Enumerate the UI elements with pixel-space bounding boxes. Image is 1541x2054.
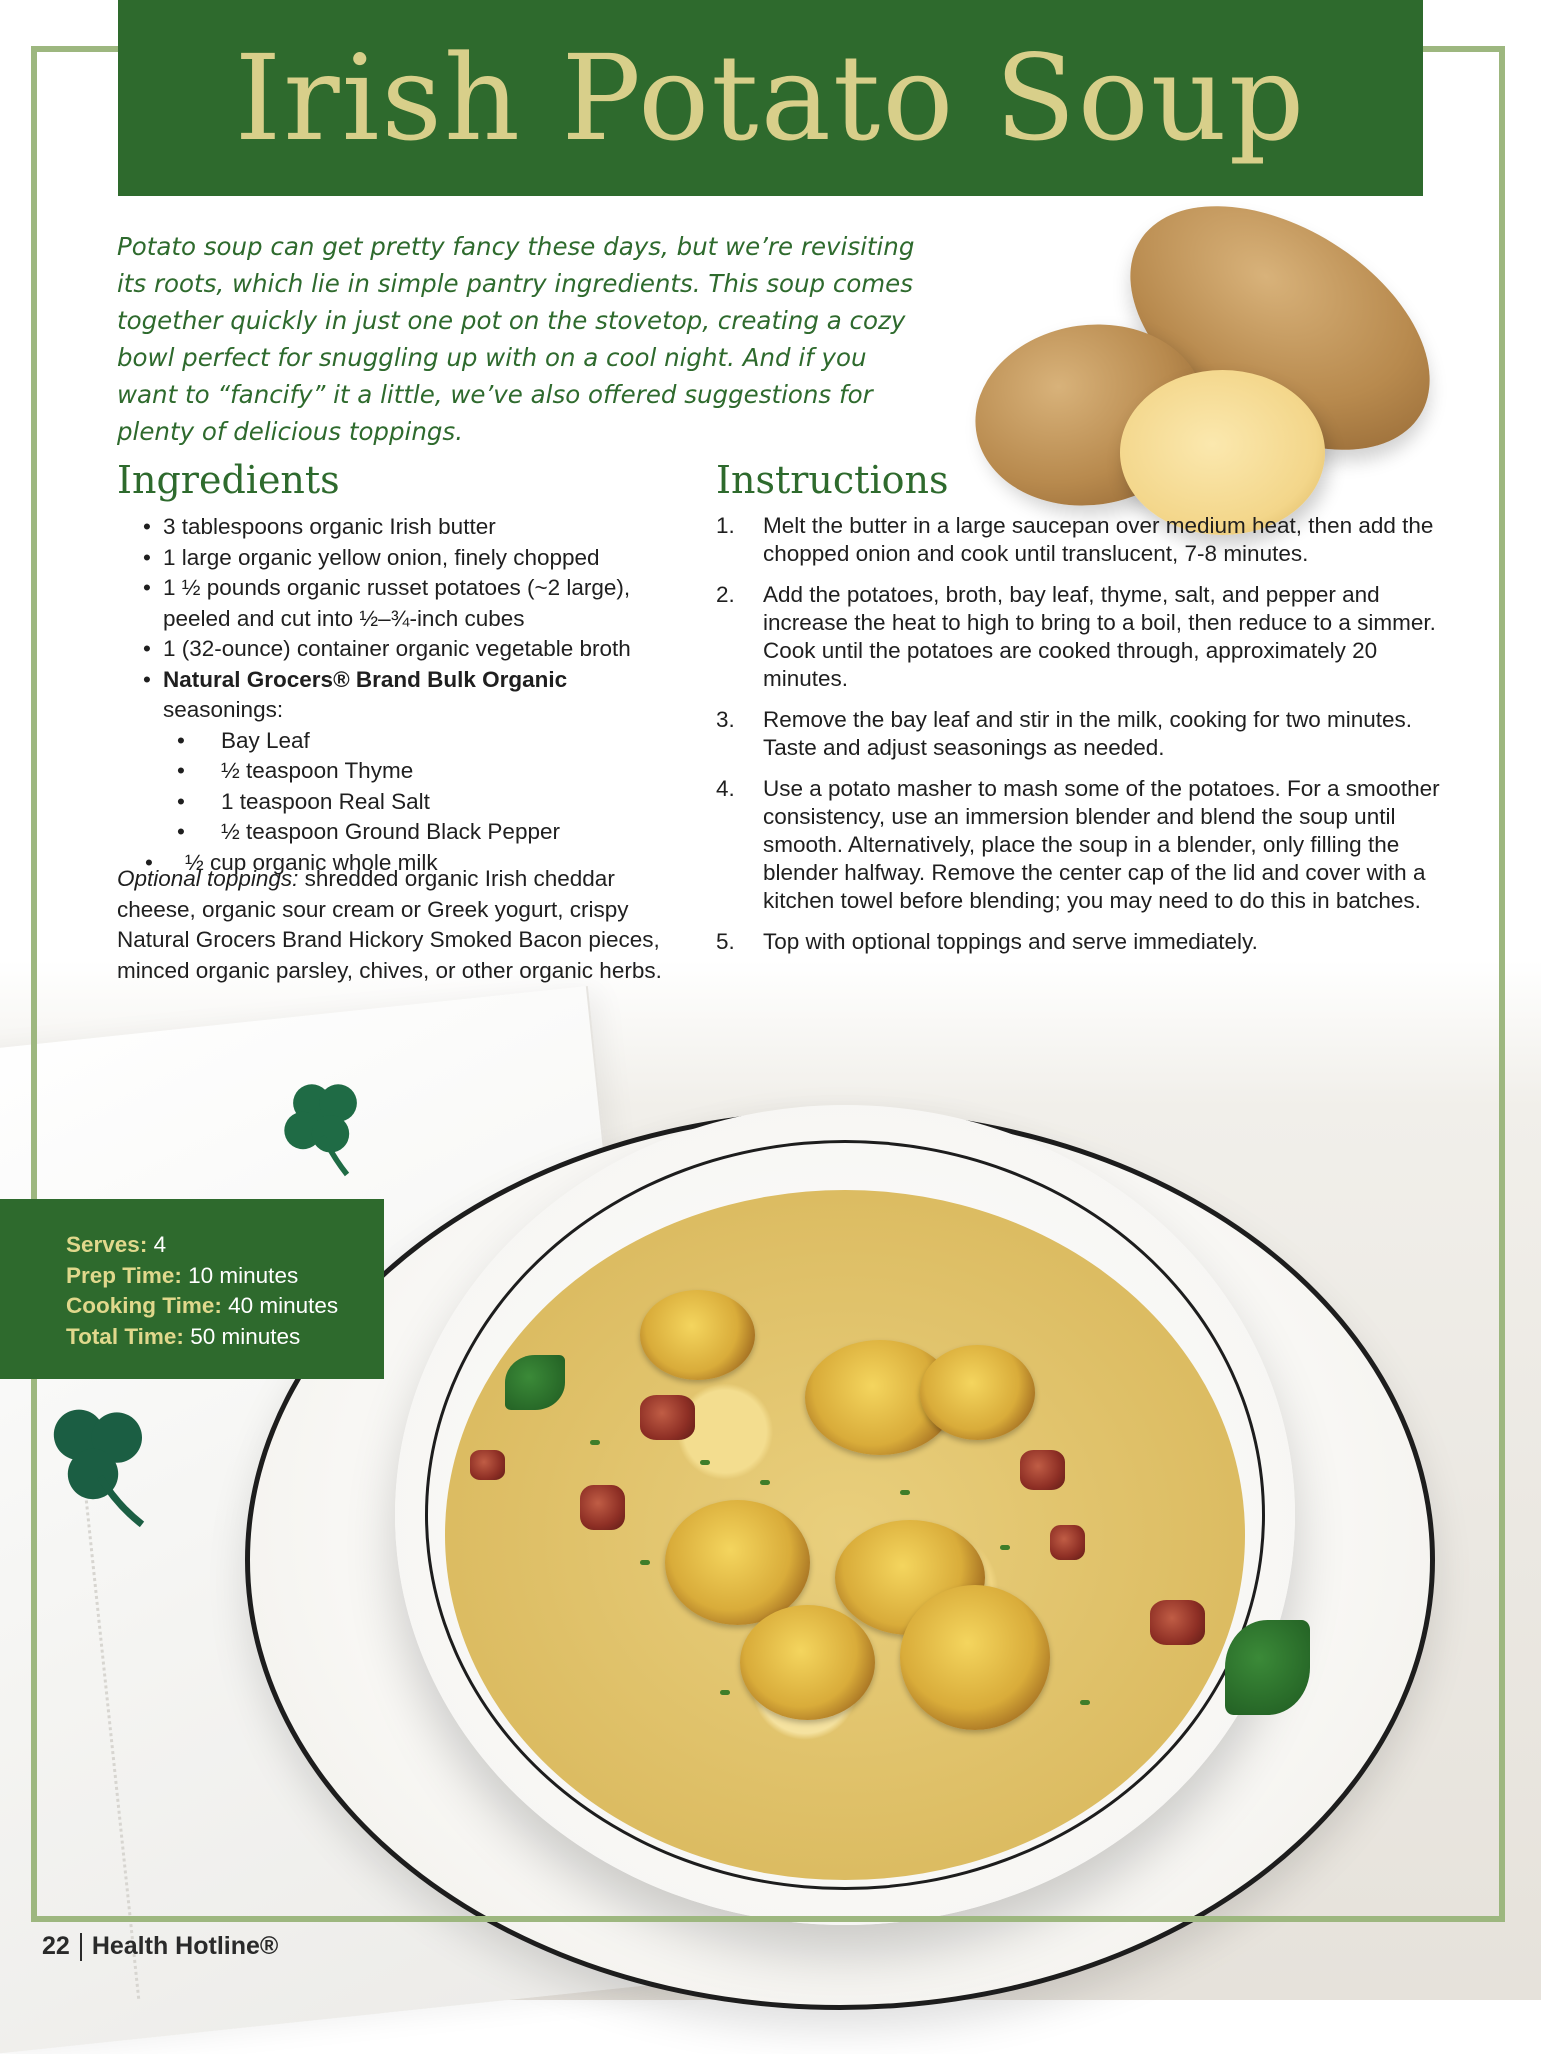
chive-garnish	[1000, 1545, 1010, 1550]
step-number: 5.	[716, 929, 735, 954]
stat-prep-time	[66, 1261, 384, 1292]
seasoning-brand: Natural Grocers® Brand Bulk Organic	[163, 666, 568, 692]
seasoning-item: • ½ teaspoon Thyme	[117, 756, 677, 787]
page-title: Irish Potato Soup	[234, 29, 1307, 167]
chive-garnish	[700, 1460, 710, 1465]
toppings-text: shredded organic Irish cheddar cheese, organic sour cream or Greek yogurt, crispy Natural Grocers Brand Hickory Smoked Bacon pieces, minced organic parsley, chives, or other organic herbs.	[117, 866, 662, 983]
shamrock-icon	[30, 1390, 170, 1530]
recipe-stats-box	[0, 1199, 384, 1379]
chive-garnish	[720, 1690, 730, 1695]
halved-potato	[1120, 370, 1325, 535]
potato-chip-topping	[740, 1605, 875, 1720]
chive-garnish	[900, 1490, 910, 1495]
ingredient-item: • 1 large organic yellow onion, finely chopped	[117, 543, 677, 574]
step-number: 2.	[716, 582, 735, 607]
step-number: 3.	[716, 707, 735, 732]
ingredient-item: • ½ cup organic whole milk	[117, 848, 677, 879]
step-number: 1.	[716, 513, 735, 538]
ingredient-item: • 1 ½ pounds organic russet potatoes (~2 large), peeled and cut into ½–¾-inch cubes	[117, 573, 677, 634]
step-text: Add the potatoes, broth, bay leaf, thyme, salt, and pepper and increase the heat to high to bring to a boil, then reduce to a simmer. Cook until the potatoes are cooked through, approximately 20 minutes.	[763, 582, 1436, 691]
instruction-step	[716, 706, 1456, 762]
bacon-piece	[640, 1395, 695, 1440]
stat-total-time	[66, 1322, 384, 1353]
stat-value: 40 minutes	[228, 1293, 339, 1318]
stat-cooking-time	[66, 1291, 384, 1322]
bacon-piece	[580, 1485, 625, 1530]
seasoning-item: • Bay Leaf	[117, 726, 677, 757]
seasoning-suffix: seasonings:	[163, 697, 284, 722]
stat-serves	[66, 1230, 384, 1261]
ingredient-item: • 3 tablespoons organic Irish butter	[117, 512, 677, 543]
parsley-leaf	[505, 1355, 565, 1410]
potato-chip-topping	[640, 1290, 755, 1380]
ingredient-item: • 1 (32-ounce) container organic vegetable broth	[117, 634, 677, 665]
instructions-heading: Instructions	[716, 458, 949, 502]
seasoning-item: • 1 teaspoon Real Salt	[117, 787, 677, 818]
step-number: 4.	[716, 776, 735, 801]
title-banner	[118, 0, 1423, 196]
stat-value: 10 minutes	[188, 1262, 299, 1288]
ingredients-list	[117, 512, 677, 878]
seasoning-item: • ½ teaspoon Ground Black Pepper	[117, 817, 677, 848]
stat-label: Serves:	[66, 1232, 148, 1257]
potato-chip-topping	[920, 1345, 1035, 1440]
step-text: Melt the butter in a large saucepan over medium heat, then add the chopped onion and cook until translucent, 7-8 minutes.	[763, 513, 1434, 566]
parsley-leaf	[1225, 1620, 1310, 1715]
potato-chip-topping	[900, 1585, 1050, 1730]
chive-garnish	[1080, 1700, 1090, 1705]
stat-label: Cooking Time:	[66, 1293, 222, 1318]
bacon-piece	[1050, 1525, 1085, 1560]
chive-garnish	[640, 1560, 650, 1565]
ingredient-item-seasonings	[117, 665, 677, 726]
page-footer	[42, 1932, 278, 1961]
step-text: Use a potato masher to mash some of the potatoes. For a smoother consistency, use an immersion blender and blend the soup until smooth. Alternatively, place the soup in a blender, only filling the blender halfway. Remove the center cap of the lid and cover with a kitchen towel before blending; you may need to do this in batches.	[763, 776, 1440, 913]
footer-divider	[80, 1933, 82, 1961]
toppings-label: Optional toppings:	[117, 866, 299, 891]
stat-value: 4	[153, 1232, 167, 1257]
step-text: Remove the bay leaf and stir in the milk, cooking for two minutes. Taste and adjust seasonings as needed.	[763, 707, 1413, 760]
stat-label: Prep Time:	[66, 1262, 182, 1288]
potato-soup	[445, 1190, 1245, 1880]
stat-label: Total Time:	[66, 1323, 184, 1349]
optional-toppings	[117, 864, 677, 986]
chive-garnish	[760, 1480, 770, 1485]
stat-value: 50 minutes	[190, 1323, 301, 1349]
magazine-name: Health Hotline®	[91, 1932, 279, 1960]
bacon-piece	[470, 1450, 505, 1480]
instruction-step	[716, 775, 1456, 915]
instruction-step	[716, 512, 1456, 568]
page-number: 22	[42, 1932, 70, 1960]
chive-garnish	[590, 1440, 600, 1445]
shamrock-icon	[270, 1070, 380, 1180]
ingredients-heading: Ingredients	[117, 458, 340, 502]
instruction-step	[716, 581, 1456, 693]
bacon-piece	[1020, 1450, 1065, 1490]
instruction-step	[716, 928, 1456, 956]
step-text: Top with optional toppings and serve immediately.	[763, 929, 1258, 954]
bacon-piece	[1150, 1600, 1205, 1645]
intro-paragraph: Potato soup can get pretty fancy these days, but we’re revisiting its roots, which lie in simple pantry ingredients. This soup comes together quickly in just one pot on the stovetop, creating a cozy bowl perfect for snuggling up with on a cool night. And if you want to “fancify” it a little, we’ve also offered suggestions for plenty of delicious toppings.	[117, 232, 915, 446]
instructions-list	[716, 512, 1456, 969]
